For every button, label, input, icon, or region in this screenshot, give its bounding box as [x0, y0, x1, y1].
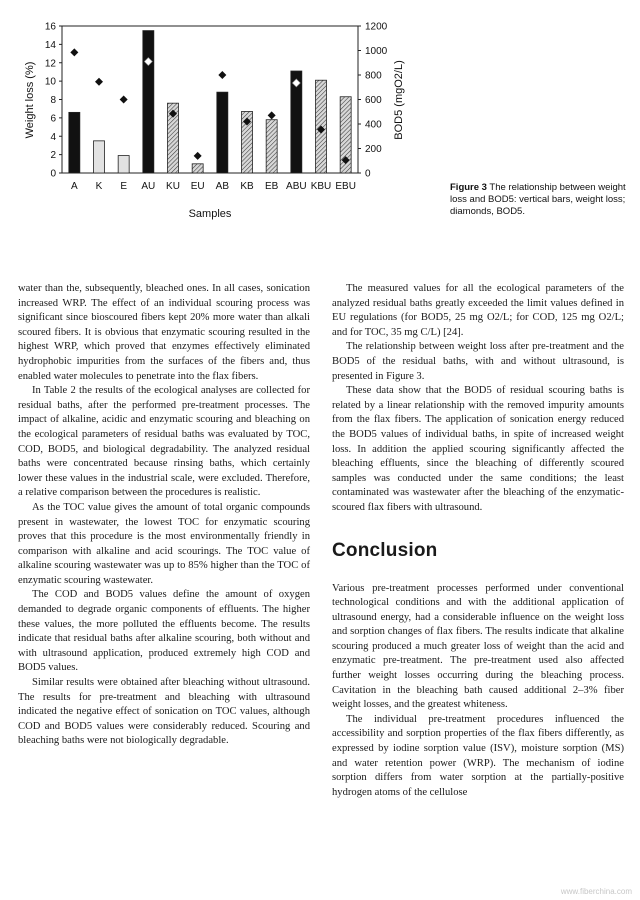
y2-tick-label: 200: [365, 144, 382, 155]
bar-E: [118, 156, 129, 173]
paragraph: water than the, subsequently, bleached ones. In all cases, sonication increased WRP. The effect of an individual scouring process was significant since bioscoured fibers kept 20% more water than alkali scoured fibers. It is obvious that enzymatic scouring resulted in the highest WRP, which proved that enzymes effectively eliminated hydrophobic impurities from the surfaces of the fibers and, thus enabled water molecules to penetrate into the flax fibers.: [18, 283, 310, 382]
y2-axis-label: BOD5 (mgO2/L): [393, 60, 405, 140]
marker-EB: [268, 111, 276, 119]
bar-AB: [217, 92, 228, 173]
paragraph: The individual pre-treatment procedures influenced the accessibility and sorption properties of the flax fibers differently, as expressed by iodine sorption value (ISV), moisture sorption (MS) and water retention power (WRP). The mechanism of iodine sorption differs from water sorption at the partially-positive hydrogen atoms of the cellulose: [332, 713, 624, 798]
y-tick-label: 14: [44, 39, 56, 51]
paragraph: As the TOC value gives the amount of total organic compounds present in wastewater, the lowest TOC for enzymatic scouring proves that this procedure is the most environmentally friendly in comparison with alkaline and acid scourings. The TOC value of alkaline scouring wastewater was up to 85% higher than the TOC of enzymatic scouring wastewater.: [18, 501, 310, 586]
y-axis-label: Weight loss (%): [24, 61, 36, 139]
paragraph: In Table 2 the results of the ecological analyses are collected for residual baths, after the performed pre-treatment processes. The impact of alkaline, acidic and enzymatic scouring and bleaching on the ecological parameters of residual baths was evaluated by TOC, COD, BOD5, and biological degradability. The analyzed residual baths were concentrated because rinsing baths, which certainly lower these values in the industrial scale, were excluded. Therefore, a relative comparison between the procedures is realistic.: [18, 385, 310, 499]
figure-caption-text: The relationship between weight loss and BOD5: vertical bars, weight loss; diamonds, BOD5.: [450, 182, 626, 217]
bar-EU: [192, 164, 203, 173]
y-tick-label: 10: [44, 76, 56, 88]
x-tick-label: EU: [190, 181, 205, 192]
bar-chart: [0, 0, 445, 232]
y-tick-label: 2: [50, 150, 56, 162]
y-tick-label: 0: [50, 168, 56, 180]
bars: [69, 31, 351, 173]
figure-caption: [450, 182, 635, 218]
right-column: [332, 282, 624, 800]
y-tick-label: 16: [44, 21, 56, 33]
y2-tick-label: 1000: [365, 46, 388, 57]
x-tick-label: ABU: [286, 181, 307, 192]
x-tick-label: EB: [264, 181, 279, 192]
figure-3: [0, 0, 640, 260]
section-heading: Conclusion: [332, 539, 438, 561]
paragraph: The measured values for all the ecological parameters of the analyzed residual baths greatly exceeded the limit values defined in EU regulations (for BOD5, 25 mg O2/L; for COD, 125 mg O2/L; and for TOC, 35 mg C/L) [24].: [332, 283, 624, 338]
x-tick-label: KU: [166, 181, 180, 192]
paragraph: The COD and BOD5 values define the amount of oxygen demanded to degrade organic components of effluents. The higher these values, the more polluted the effluents become. The results indicate that residual baths after alkaline scouring, both without and with ultrasound application, produced extremely high COD and BOD5 values.: [18, 589, 310, 674]
x-axis: [71, 181, 356, 192]
x-tick-label: E: [120, 181, 128, 192]
figure-caption-label: Figure 3: [450, 182, 487, 193]
x-tick-label: KBU: [310, 181, 332, 192]
y-tick-label: 6: [50, 113, 56, 125]
y-axis-left: [45, 22, 62, 180]
bar-AU: [143, 31, 154, 173]
marker-EU: [194, 152, 202, 160]
x-tick-label: K: [95, 181, 103, 192]
paragraph: Various pre-treatment processes performed under conventional technological conditions and with the additional application of ultrasound energy, had a considerable influence on the weight loss and sorption changes of flax fibers. The results indicate that alkaline scouring produced a much greater loss of weight than the acid and enzymatic pre-treatment. The pre-treatment used also affected further weight losses occurring during the bleaching process. Cavitation in the bleaching bath caused additional 2–3% fiber weight losses, and the greatest whiteness.: [332, 582, 624, 711]
marker-AB: [218, 71, 226, 79]
bar-A: [69, 112, 80, 173]
bod-markers: [70, 48, 349, 164]
y2-tick-label: 0: [365, 168, 371, 180]
y2-tick-label: 800: [365, 70, 382, 82]
y-tick-label: 4: [50, 131, 56, 143]
y-tick-label: 12: [44, 58, 56, 70]
x-axis-label: Samples: [188, 208, 232, 220]
paragraph: These data show that the BOD5 of residual scouring baths is related by a linear relationship with the removed impurity amounts from the flax fibers. The application of sonication energy reduced the BOD5 values of individual baths, in spite of increased weight loss. In addition the applied scouring significantly affected the bleaching effluents, since the bleaching of differently scoured samples was conducted under the same conditions; the least contaminated was wastewater after the bleaching of the enzymatic-scoured flax fibers with ultrasound.: [332, 385, 624, 513]
y2-tick-label: 400: [365, 119, 382, 131]
x-tick-label: AB: [215, 181, 230, 192]
marker-E: [120, 96, 128, 104]
x-tick-label: AU: [141, 181, 156, 192]
watermark: www.fiberchina.com: [560, 887, 632, 896]
plot-frame: [62, 26, 358, 173]
x-tick-label: KB: [240, 181, 254, 192]
y-tick-label: 8: [50, 95, 56, 106]
y2-tick-label: 600: [365, 95, 382, 106]
paragraph: The relationship between weight loss after pre-treatment and the BOD5 of the residual baths, with and without ultrasound, is presented in Figure 3.: [332, 341, 624, 382]
x-tick-label: EBU: [335, 181, 356, 192]
marker-A: [70, 48, 78, 56]
bar-EB: [266, 120, 277, 173]
y-axis-right: [358, 22, 388, 180]
y2-tick-label: 1200: [365, 21, 388, 33]
marker-K: [95, 78, 103, 86]
bar-K: [94, 141, 105, 173]
paragraph: Similar results were obtained after bleaching without ultrasound. The results for pre-treatment and bleaching with ultrasound indicated the negative effect of sonication on TOC values, although COD and BOD5 values were considerably reduced. Scouring and bleaching baths were not biologically degradable.: [18, 677, 310, 747]
left-column: [18, 282, 310, 749]
x-tick-label: A: [70, 181, 78, 192]
